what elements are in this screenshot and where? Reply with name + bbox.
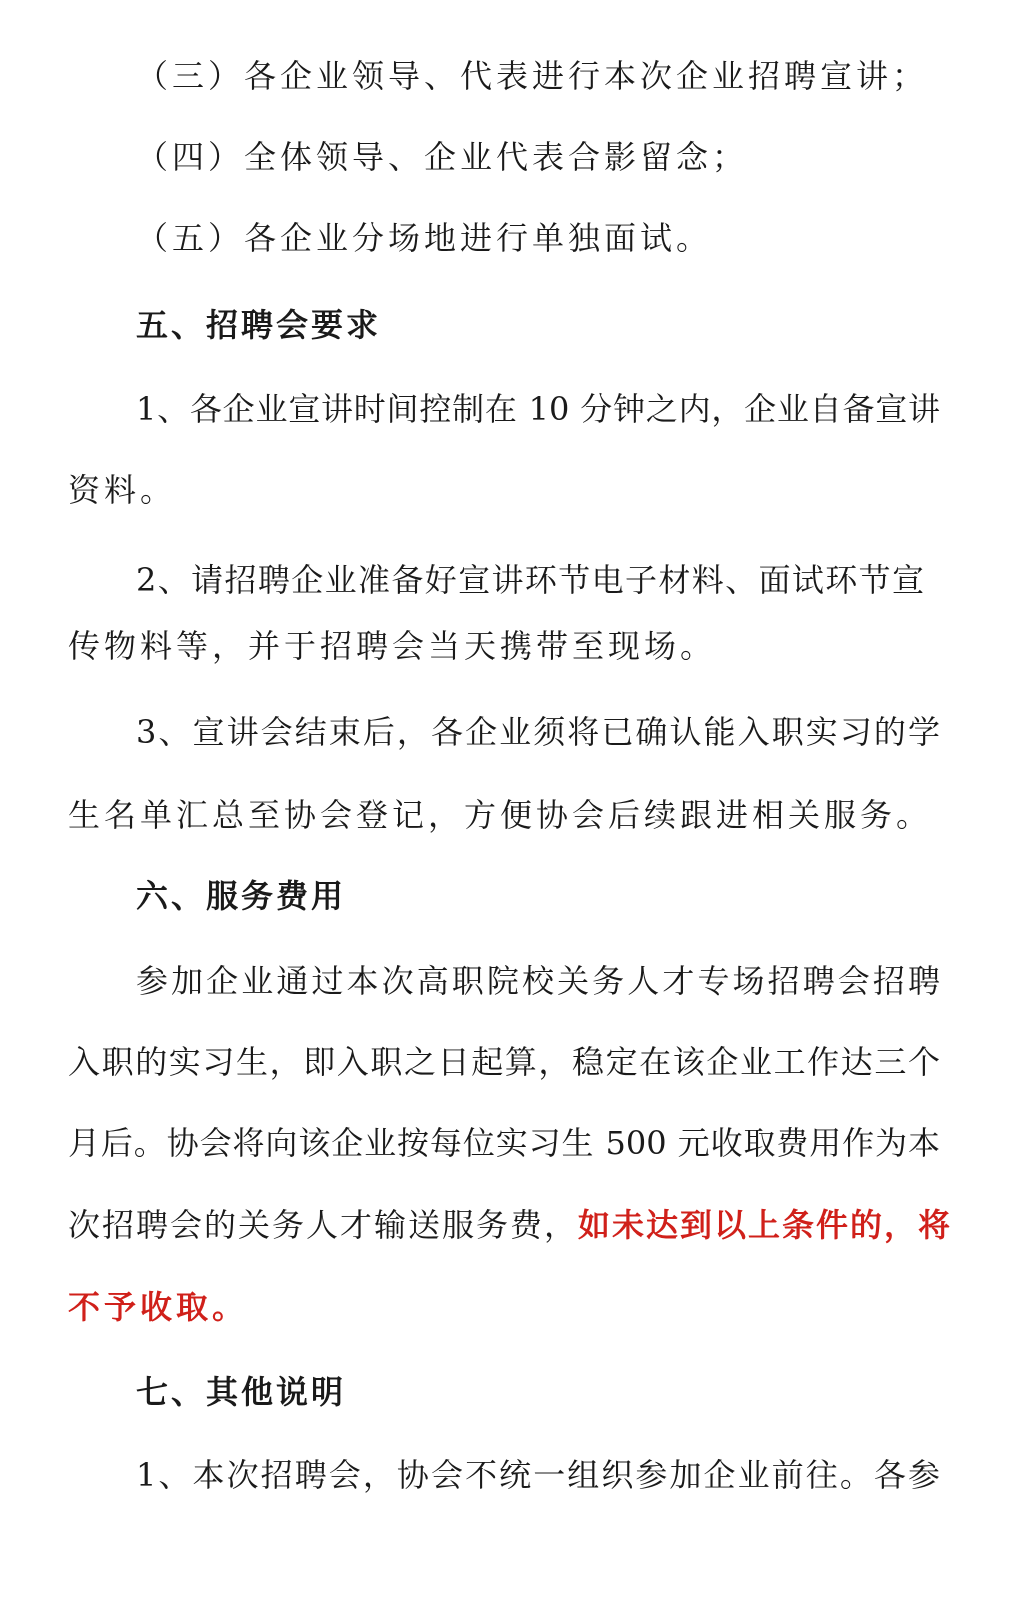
- section-5-item-3-line-2: 生名单汇总至协会登记，方便协会后续跟进相关服务。: [68, 796, 933, 834]
- section-5-heading: 五、招聘会要求: [136, 306, 382, 344]
- process-item-3: （三）各企业领导、代表进行本次企业招聘宣讲；: [136, 57, 929, 95]
- section-6-line-4: [68, 1205, 953, 1245]
- fee-condition-emphasis: 如未达到以上条件的，将: [578, 1206, 953, 1244]
- process-item-4: （四）全体领导、企业代表合影留念；: [136, 138, 749, 176]
- section-5-item-1-line-1: 1、各企业宣讲时间控制在 10 分钟之内，企业自备宣讲: [136, 390, 940, 428]
- section-7-heading: 七、其他说明: [136, 1373, 347, 1411]
- section-5-item-2-line-2: 传物料等，并于招聘会当天携带至现场。: [68, 627, 717, 665]
- section-6-heading: 六、服务费用: [136, 877, 347, 915]
- fee-condition-emphasis-continued: 不予收取。: [68, 1288, 249, 1326]
- section-5-item-1-line-2: 资料。: [68, 471, 177, 509]
- section-6-line-1: 参加企业通过本次高职院校关务人才专场招聘会招聘: [136, 962, 940, 1000]
- section-5-item-2-line-1: 2、请招聘企业准备好宣讲环节电子材料、面试环节宣: [136, 561, 924, 599]
- section-6-line-3: 月后。协会将向该企业按每位实习生 500 元收取费用作为本: [68, 1124, 940, 1162]
- section-7-item-1-line-1: 1、本次招聘会，协会不统一组织参加企业前往。各参: [136, 1456, 940, 1494]
- section-5-item-3-line-1: 3、宣讲会结束后，各企业须将已确认能入职实习的学: [136, 713, 940, 751]
- fee-description-text: 次招聘会的关务人才输送服务费，: [68, 1206, 579, 1244]
- section-6-line-2: 入职的实习生，即入职之日起算，稳定在该企业工作达三个: [68, 1043, 940, 1081]
- process-item-5: （五）各企业分场地进行单独面试。: [136, 219, 713, 257]
